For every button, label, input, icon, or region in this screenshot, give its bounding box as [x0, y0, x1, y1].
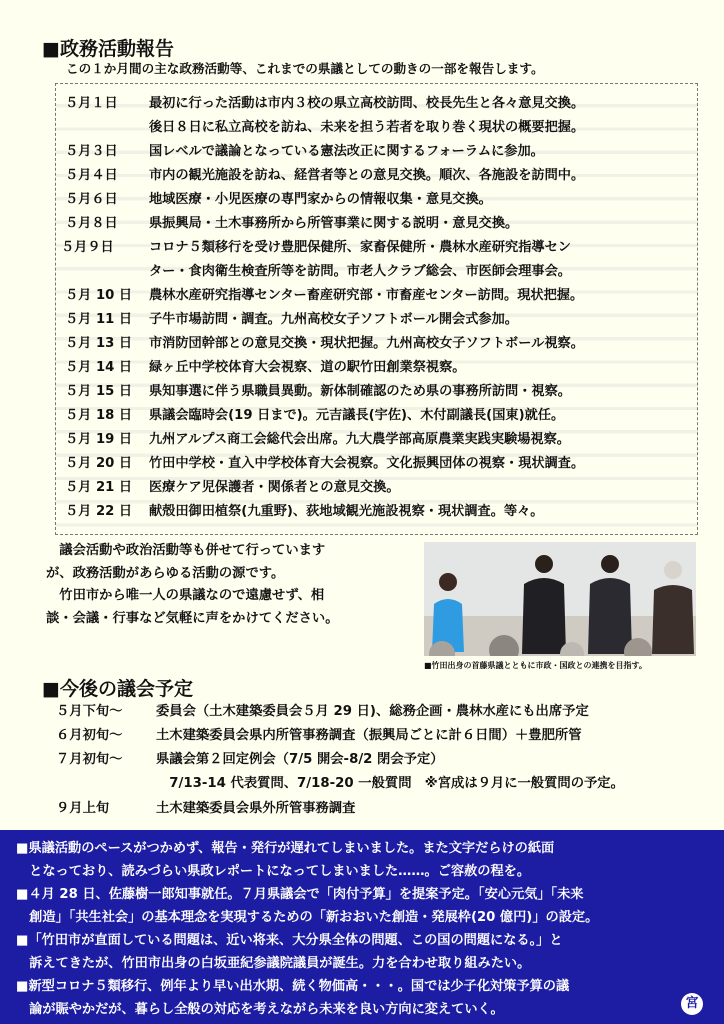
note-line: 論が賑やかだが、暮らし全般の対応を考えながら未来を良い方向に変えていく。	[16, 1002, 504, 1017]
note-line: ■新型コロナ５類移行、例年より早い出水期、続く物価高・・・。国では少子化対策予算の議	[16, 979, 570, 994]
note-line: 創造」「共生社会」の基本理念を実現するための「新おおいた創造・発展枠(20 億円)」の設定。	[16, 910, 599, 925]
group-photo	[424, 542, 696, 656]
note-line: となっており、読みづらい県政レポートになってしまいました……。ご容赦の程を。	[16, 864, 531, 879]
report-heading: ■政務活動報告	[42, 38, 174, 60]
photo-caption: ■竹田出身の首藤県議とともに市政・国政との連携を目指す。	[424, 661, 647, 670]
schedule-heading: ■今後の議会予定	[42, 678, 193, 700]
note-line: 訴えてきたが、竹田市出身の白坂亜紀参議院議員が誕生。力を合わせ取り組みたい。	[16, 956, 531, 971]
notes-panel	[0, 830, 724, 1024]
note-line: ■「竹田市が直面している問題は、近い将来、大分県全体の問題、この国の問題になる。」と	[16, 933, 563, 948]
report-intro: この１か月間の主な政務活動等、これまでの県議としての動きの一部を報告します。	[66, 61, 544, 76]
message-text: 議会活動や政治活動等も併せて行っています が、政務活動があらゆる活動の源です。 竹田市から唯一人の県議なので遠慮せず、相 談・会議・行事など気軽に声をかけてください。	[46, 543, 339, 626]
group-photo-graphic	[424, 542, 696, 656]
note-line: ■４月 28 日、佐藤樹一郎知事就任。７月県議会で「肉付予算」を提案予定。「安心元気」「未来	[16, 887, 584, 902]
stamp-icon: 宮	[681, 993, 703, 1015]
note-line: ■県議活動のペースがつかめず、報告・発行が遅れてしまいました。また文字だらけの紙面	[16, 841, 555, 856]
activity-log: ５月１日 最初に行った活動は市内３校の県立高校訪問、校長先生と各々意見交換。 後日８日に私立高校を訪ね、未来を担う若者を取り巻く現状の概要把握。 ５月３日 国レベルで議論となっている憲法改正に関するフォーラムに参加。 ５月４日 市内の観光施設を訪ね、経営者等との意見交換。順次、各施設を訪問中。 ５月６日 地域医療・小児医療の専門家からの情報収集・意見交換。 ５月８日 県振興局・土木事務所から所管事業に関する説明・意見交換。 ５月９日 コロナ５類移行を受け豊肥保健所、家畜保健所・農林水産研究指導セン ター・食肉衛生検査所等を訪問。市老人クラブ総会、市医師会理事会。 ５月 10 日 農林水産研究指導センター畜産研究部・市畜産センター訪問。現状把握。 ５月 11 日 子牛市場訪問・調査。九州高校女子ソフトボール開会式参加。 ５月 13 日 市消防団幹部との意見交換・現状把握。九州高校女子ソフトボール視察。 ５月 14 日 緑ヶ丘中学校体育大会視察、道の駅竹田創業祭視察。 ５月 15 日 県知事選に伴う県職員異動。新体制確認のため県の事務所訪問・視察。 ５月 18 日 県議会臨時会(19 日まで)。元吉議長(宇佐)、木付副議長(国東)就任。 ５月 19 日 九州アルプス商工会総代会出席。九大農学部高原農業実践実験場視察。 ５月 20 日 竹田中学校・直入中学校体育大会視察。文化振興団体の視察・現状調査。 ５月 21 日 医療ケア児保護者・関係者との意見交換。 ５月 22 日 献殻田御田植祭(九重野)、荻地域観光施設視察・現状調査。等々。	[55, 83, 698, 535]
